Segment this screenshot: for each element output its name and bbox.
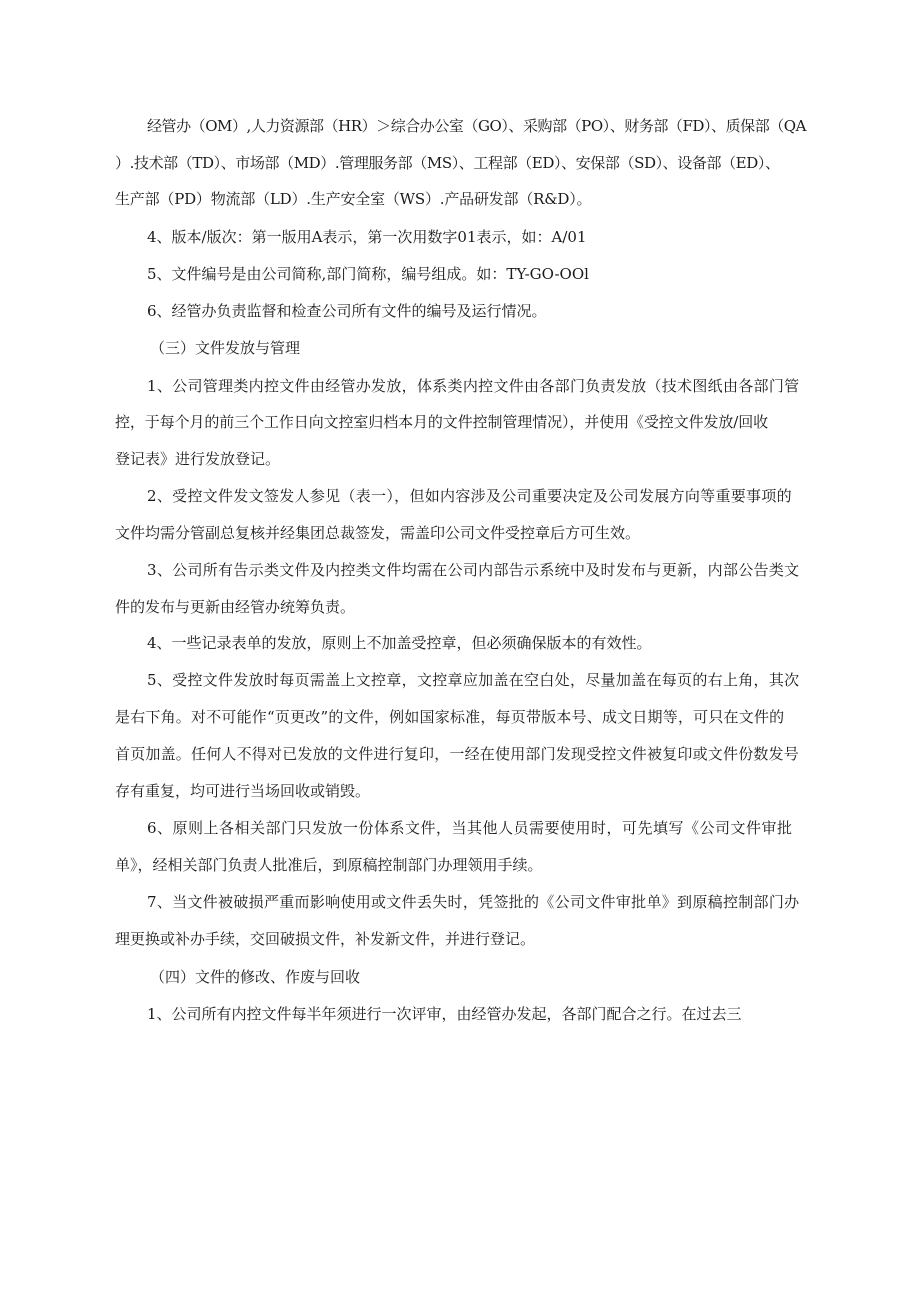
text-line: 文件均需分管副总复核并经集团总裁签发，需盖印公司文件受控章后方可生效。: [115, 524, 641, 542]
text-line: 1、公司所有内控文件每半年须进行一次评审，由经管办发起，各部门配合之行。在过去三: [147, 1005, 742, 1023]
text-line: 存有重复，均可进行当场回收或销毁。: [115, 782, 371, 800]
text-line: 生产部（PD）物流部（LD）.生产安全室（WS）.产品研发部（R&D）。: [115, 190, 592, 208]
text-line: 3、公司所有告示类文件及内控类文件均需在公司内部告示系统中及时发布与更新，内部公告类文: [147, 561, 800, 579]
text-line: 7、当文件被破损严重而影响使用或文件丢失时，凭签批的《公司文件审批单》到原稿控制部门办: [147, 893, 800, 911]
text-line: 理更换或补办手续，交回破损文件，补发新文件，并进行登记。: [115, 930, 536, 948]
text-line: 是右下角。对不可能作“页更改”的文件，例如国家标准，每页带版本号、成文日期等，可只在文件的: [115, 708, 785, 726]
text-line: 4、版本/版次：第一版用A表示，第一次用数字01表示，如：A/01: [147, 228, 587, 246]
section-heading: （四）文件的修改、作废与回收: [150, 968, 361, 986]
text-line: 4、一些记录表单的发放，原则上不加盖受控章，但必须确保版本的有效性。: [147, 634, 652, 652]
text-line: 经管办（OM）,人力资源部（HR）＞综合办公室（GO）、采购部（PO）、财务部（FD）、质保部（QA: [147, 117, 807, 135]
text-line: 控，于每个月的前三个工作日向文控室归档本月的文件控制管理情况），并使用《受控文件发放/回收: [115, 413, 769, 431]
section-heading: （三）文件发放与管理: [150, 339, 301, 357]
text-line: 单》，经相关部门负责人批准后，到原稿控制部门办理领用手续。: [115, 856, 543, 874]
text-line: 首页加盖。任何人不得对已发放的文件进行复印，一经在使用部门发现受控文件被复印或文件份数发号: [115, 745, 800, 763]
text-line: ）.技术部（TD）、市场部（MD）.管理服务部（MS）、工程部（ED）、安保部（SD）、设备部（ED）、: [115, 154, 780, 172]
text-line: 6、经管办负责监督和检查公司所有文件的编号及运行情况。: [147, 302, 547, 320]
text-line: 5、受控文件发放时每页需盖上文控章，文控章应加盖在空白处，尽量加盖在每页的右上角，其次: [147, 671, 800, 689]
text-line: 1、公司管理类内控文件由经管办发放，体系类内控文件由各部门负责发放（技术图纸由各部门管: [147, 377, 800, 395]
text-line: 5、文件编号是由公司简称,部门简称，编号组成。如：TY-GO-OOl: [147, 265, 589, 283]
text-line: 2、受控文件发文签发人参见（表一），但如内容涉及公司重要决定及公司发展方向等重要事项的: [147, 487, 792, 505]
text-line: 6、原则上各相关部门只发放一份体系文件，当其他人员需要使用时，可先填写《公司文件审批: [147, 819, 793, 837]
text-line: 登记表》进行发放登记。: [115, 450, 281, 468]
text-line: 件的发布与更新由经管办统筹负责。: [115, 598, 356, 616]
